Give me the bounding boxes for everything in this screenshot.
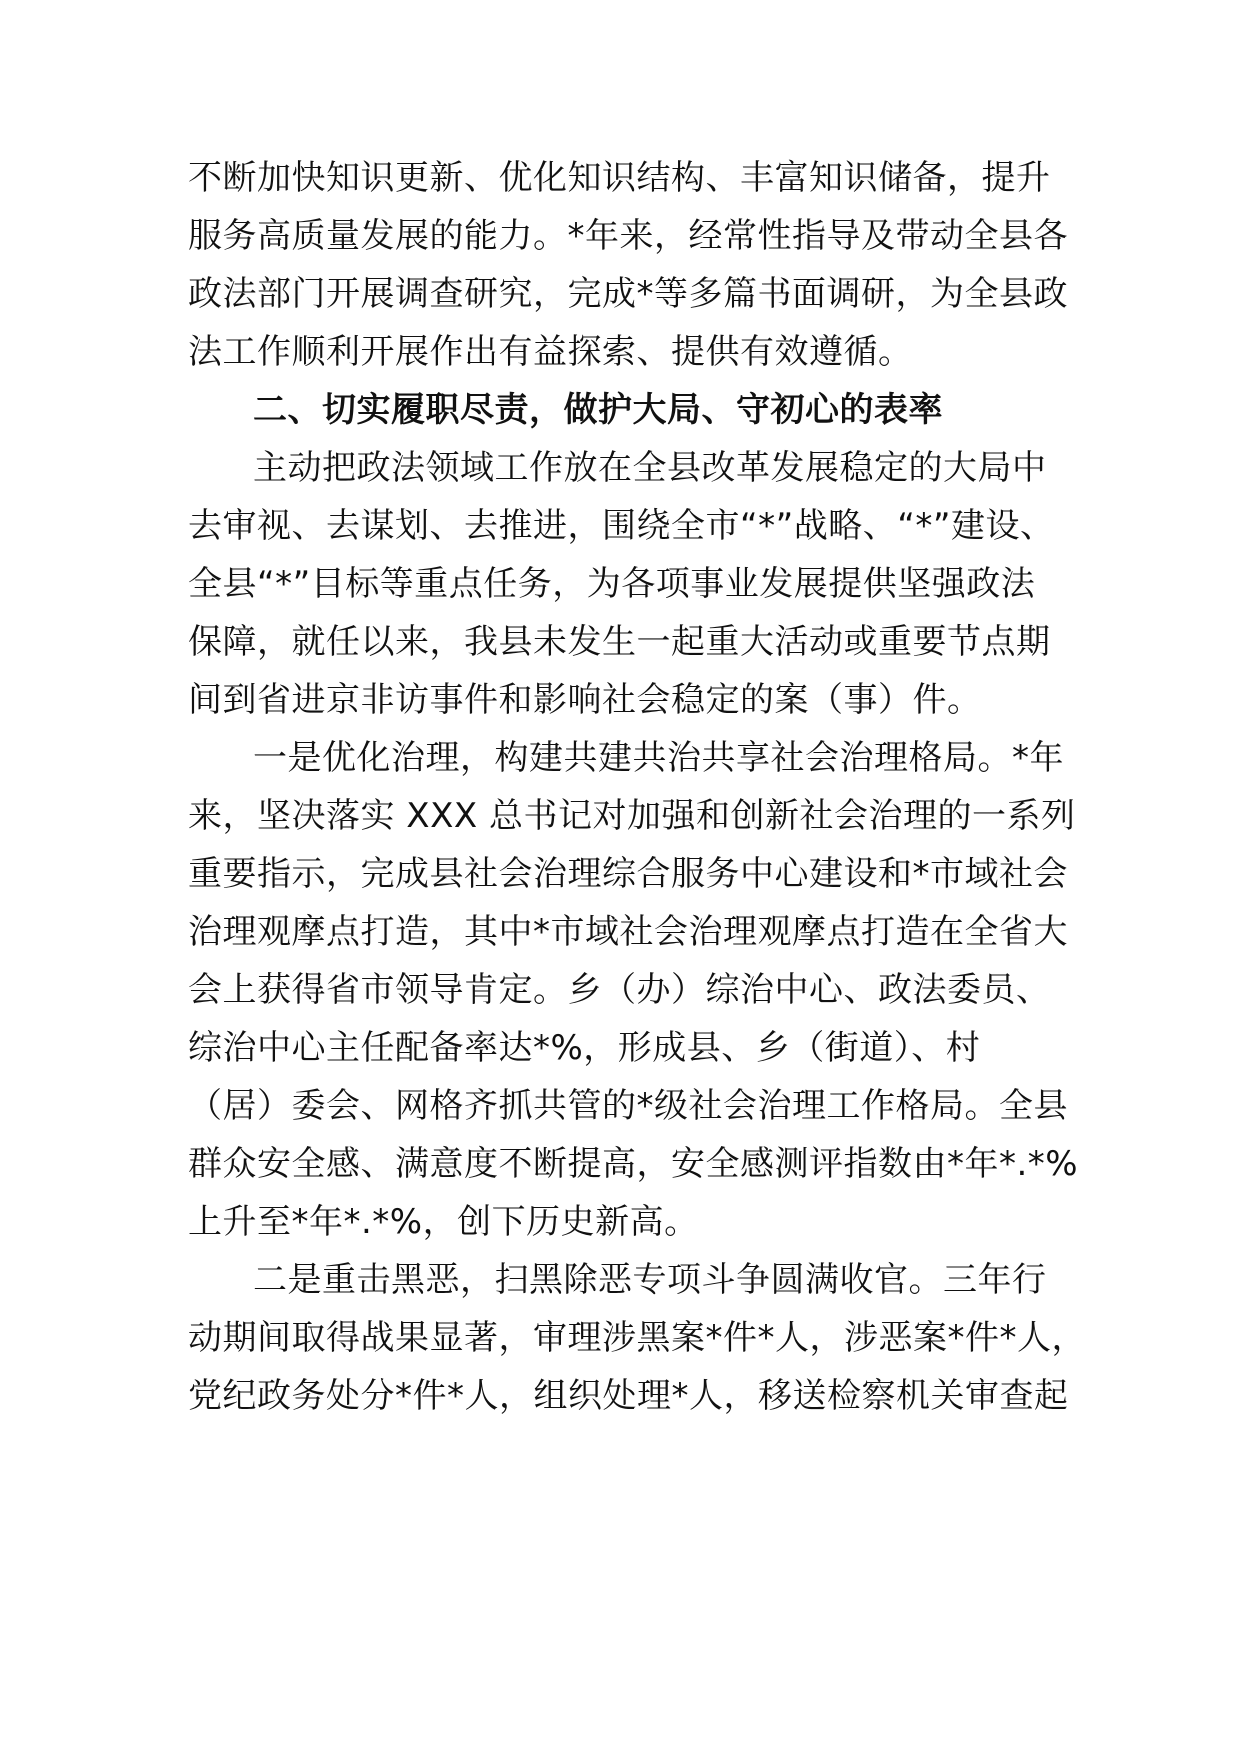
section-heading: 二、切实履职尽责，做护大局、守初心的表率 bbox=[253, 390, 943, 430]
paragraph-line: 动期间取得战果显著，审理涉黑案*件*人，涉恶案*件*人， bbox=[188, 1318, 1086, 1358]
paragraph-line: 不断加快知识更新、优化知识结构、丰富知识储备，提升 bbox=[188, 158, 1051, 198]
paragraph-line: 综治中心主任配备率达*%，形成县、乡（街道）、村 bbox=[188, 1028, 981, 1068]
paragraph-line: 党纪政务处分*件*人，组织处理*人，移送检察机关审查起 bbox=[188, 1376, 1069, 1416]
paragraph-line: 治理观摩点打造，其中*市域社会治理观摩点打造在全省大 bbox=[188, 912, 1068, 952]
paragraph-line: 重要指示，完成县社会治理综合服务中心建设和*市域社会 bbox=[188, 854, 1068, 894]
paragraph-line: 主动把政法领域工作放在全县改革发展稳定的大局中 bbox=[253, 448, 1047, 488]
paragraph-line: 一是优化治理，构建共建共治共享社会治理格局。*年 bbox=[253, 738, 1064, 778]
paragraph-line: 会上获得省市领导肯定。乡（办）综治中心、政法委员、 bbox=[188, 970, 1051, 1010]
paragraph-line: 去审视、去谋划、去推进，围绕全市“*”战略、“*”建设、 bbox=[188, 506, 1055, 546]
paragraph-line: 法工作顺利开展作出有益探索、提供有效遵循。 bbox=[188, 332, 913, 372]
paragraph-line: （居）委会、网格齐抓共管的*级社会治理工作格局。全县 bbox=[188, 1086, 1068, 1126]
paragraph-line: 来，坚决落实 XXX 总书记对加强和创新社会治理的一系列 bbox=[188, 796, 1076, 836]
paragraph-line: 政法部门开展调查研究，完成*等多篇书面调研，为全县政 bbox=[188, 274, 1068, 314]
paragraph-line: 全县“*”目标等重点任务，为各项事业发展提供坚强政法 bbox=[188, 564, 1036, 604]
paragraph-line: 上升至*年*.*%，创下历史新高。 bbox=[188, 1202, 699, 1242]
paragraph-line: 间到省进京非访事件和影响社会稳定的案（事）件。 bbox=[188, 680, 982, 720]
paragraph-line: 服务高质量发展的能力。*年来，经常性指导及带动全县各 bbox=[188, 216, 1068, 256]
paragraph-line: 群众安全感、满意度不断提高，安全感测评指数由*年*.*% bbox=[188, 1144, 1079, 1184]
paragraph-line: 保障，就任以来，我县未发生一起重大活动或重要节点期 bbox=[188, 622, 1051, 662]
paragraph-line: 二是重击黑恶，扫黑除恶专项斗争圆满收官。三年行 bbox=[253, 1260, 1047, 1300]
